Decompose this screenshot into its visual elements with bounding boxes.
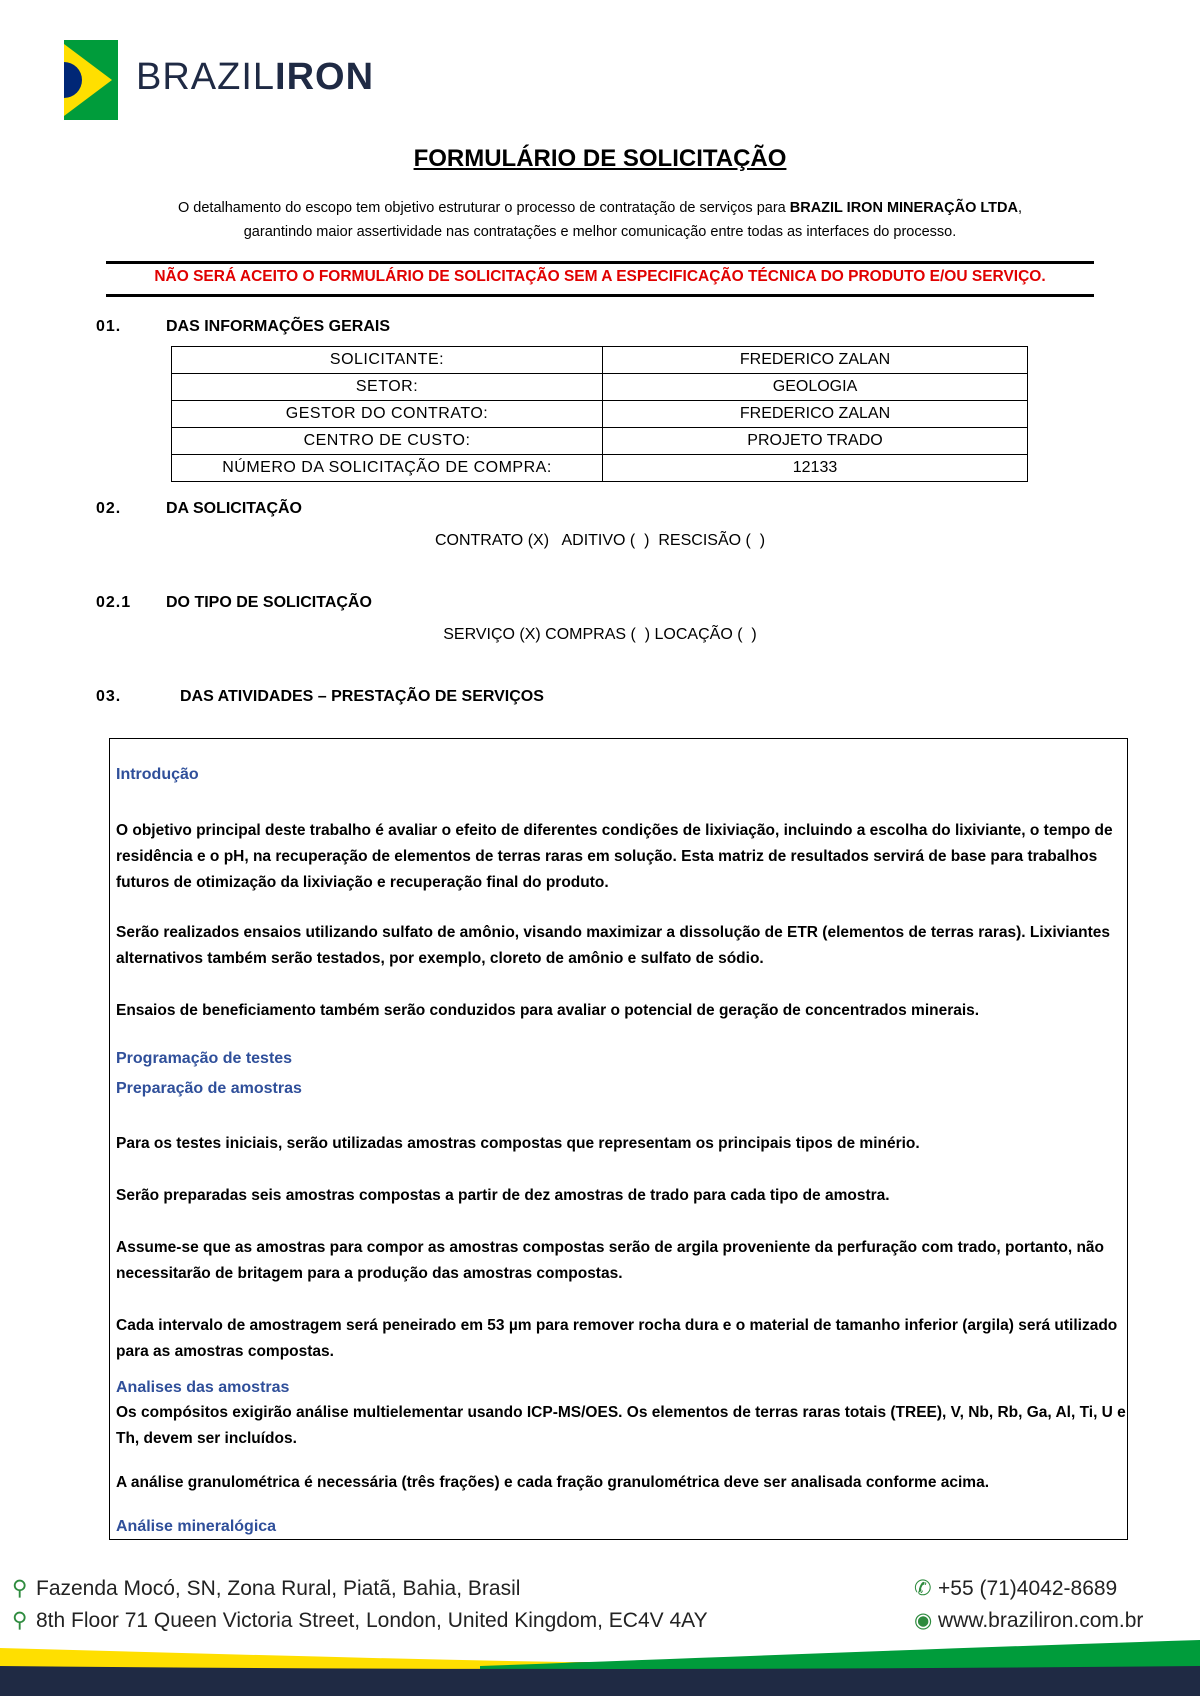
logo-mark-icon xyxy=(64,40,118,120)
paragraph-sieving: Cada intervalo de amostragem será peneirado em 53 µm para remover rocha dura e o material de tamanho inferior (argila) será utilizado para as amostras compostas. xyxy=(116,1317,1118,1360)
section-01-heading xyxy=(96,318,390,336)
brazil-iron-logo xyxy=(64,40,404,120)
section-03-heading xyxy=(96,688,544,706)
footer-address-2: ⚲ 8th Floor 71 Queen Victoria Street, London, United Kingdom, EC4V 4AY xyxy=(12,1609,708,1632)
section-number: 03. xyxy=(96,688,122,705)
section-title: DAS INFORMAÇÕES GERAIS xyxy=(166,318,391,335)
intro-line1-prefix: O detalhamento do escopo tem objetivo estruturar o processo de contratação de serviços para xyxy=(177,200,790,216)
section-02-heading xyxy=(96,500,302,518)
warning-top-rule xyxy=(106,261,1094,264)
logo-wordmark: BRAZILIRON xyxy=(136,56,375,98)
section-number: 02.1 xyxy=(96,594,132,611)
request-type-options: CONTRATO (X) ADITIVO ( ) RESCISÃO ( ) xyxy=(434,532,766,549)
table-row xyxy=(172,374,1028,401)
analysis-heading: Analises das amostras xyxy=(116,1379,290,1396)
footer-address-1: ⚲ Fazenda Mocó, SN, Zona Rural, Piatã, Bahia, Brasil xyxy=(12,1577,521,1600)
intro-line1-suffix: , xyxy=(1017,200,1023,216)
table-row xyxy=(172,455,1028,482)
section-number: 01. xyxy=(96,318,122,335)
row-label: SETOR: xyxy=(172,374,603,401)
warning-bottom-rule xyxy=(106,294,1094,297)
map-pin-icon: ⚲ xyxy=(12,1609,28,1632)
footer-website[interactable]: ◉ www.braziliron.com.br xyxy=(914,1609,1144,1632)
document-title: FORMULÁRIO DE SOLICITAÇÃO xyxy=(413,145,787,172)
paragraph-assumption: Assume-se que as amostras para compor as amostras compostas serão de argila proveniente da perfuração com trado, portanto, não necessitarão de britagem para a produção das amostras compostas. xyxy=(116,1239,1105,1282)
footer-color-band xyxy=(0,1636,1200,1696)
row-label: SOLICITANTE: xyxy=(172,347,603,374)
paragraph-granulometry: A análise granulométrica é necessária (três frações) e cada fração granulométrica deve ser analisada conforme acima. xyxy=(116,1474,989,1491)
paragraph-tests: Serão realizados ensaios utilizando sulfato de amônio, visando maximizar a dissolução de ETR (elementos de terras raras). Lixiviantes alternativos também serão testados, por exemplo, cloreto de amônio e sulfato de sódio. xyxy=(116,924,1111,967)
table-row xyxy=(172,401,1028,428)
section-number: 02. xyxy=(96,500,122,517)
paragraph-analysis: Os compósitos exigirão análise multielementar usando ICP-MS/OES. Os elementos de terras raras totais (TREE), V, Nb, Rb, Ga, Al, Ti, U e Th, devem ser incluídos. xyxy=(116,1404,1126,1447)
row-value: FREDERICO ZALAN xyxy=(603,401,1028,428)
mineral-heading: Análise mineralógica xyxy=(116,1518,277,1535)
request-kind-options: SERVIÇO (X) COMPRAS ( ) LOCAÇÃO ( ) xyxy=(443,626,757,643)
globe-icon: ◉ xyxy=(914,1609,933,1632)
program-heading: Programação de testes xyxy=(116,1050,293,1067)
footer-phone: ✆ +55 (71)4042-8689 xyxy=(914,1577,1118,1600)
intro-heading: Introdução xyxy=(116,766,199,783)
row-label: GESTOR DO CONTRATO: xyxy=(172,401,603,428)
phone-icon: ✆ xyxy=(914,1577,932,1600)
section-title: DA SOLICITAÇÃO xyxy=(166,500,302,517)
row-value: PROJETO TRADO xyxy=(603,428,1028,455)
section-title: DO TIPO DE SOLICITAÇÃO xyxy=(166,594,372,611)
paragraph-composites: Serão preparadas seis amostras compostas a partir de dez amostras de trado para cada tipo de amostra. xyxy=(116,1187,890,1204)
row-label: NÚMERO DA SOLICITAÇÃO DE COMPRA: xyxy=(172,455,603,482)
paragraph-objective: O objetivo principal deste trabalho é avaliar o efeito de diferentes condições de lixiviação, incluindo a escolha do lixiviante, o tempo de residência e o pH, na recuperação de elementos de terras raras em solução. Esta matriz de resultados servirá de base para trabalhos futuros de otimização da lixiviação e recuperação final do produto. xyxy=(116,822,1113,891)
table-row xyxy=(172,428,1028,455)
row-value: 12133 xyxy=(603,455,1028,482)
section-021-heading xyxy=(96,594,372,612)
paragraph-initial-tests: Para os testes iniciais, serão utilizadas amostras compostas que representam os principais tipos de minério. xyxy=(116,1135,920,1152)
map-pin-icon: ⚲ xyxy=(12,1577,28,1600)
table-row xyxy=(172,347,1028,374)
section-title: DAS ATIVIDADES – PRESTAÇÃO DE SERVIÇOS xyxy=(180,688,544,705)
row-value: FREDERICO ZALAN xyxy=(603,347,1028,374)
warning-text: NÃO SERÁ ACEITO O FORMULÁRIO DE SOLICITAÇÃO SEM A ESPECIFICAÇÃO TÉCNICA DO PRODUTO E/OU SERVIÇO. xyxy=(154,268,1046,285)
paragraph-beneficiation: Ensaios de beneficiamento também serão conduzidos para avaliar o potencial de geração de concentrados minerais. xyxy=(116,1002,980,1019)
prep-heading: Preparação de amostras xyxy=(116,1080,302,1097)
row-label: CENTRO DE CUSTO: xyxy=(172,428,603,455)
intro-line2: garantindo maior assertividade nas contratações e melhor comunicação entre todas as interfaces do processo. xyxy=(243,224,957,240)
row-value: GEOLOGIA xyxy=(603,374,1028,401)
intro-paragraph xyxy=(110,196,1090,244)
intro-company: BRAZIL IRON MINERAÇÃO LTDA xyxy=(789,200,1018,216)
general-info-table xyxy=(171,346,1028,482)
